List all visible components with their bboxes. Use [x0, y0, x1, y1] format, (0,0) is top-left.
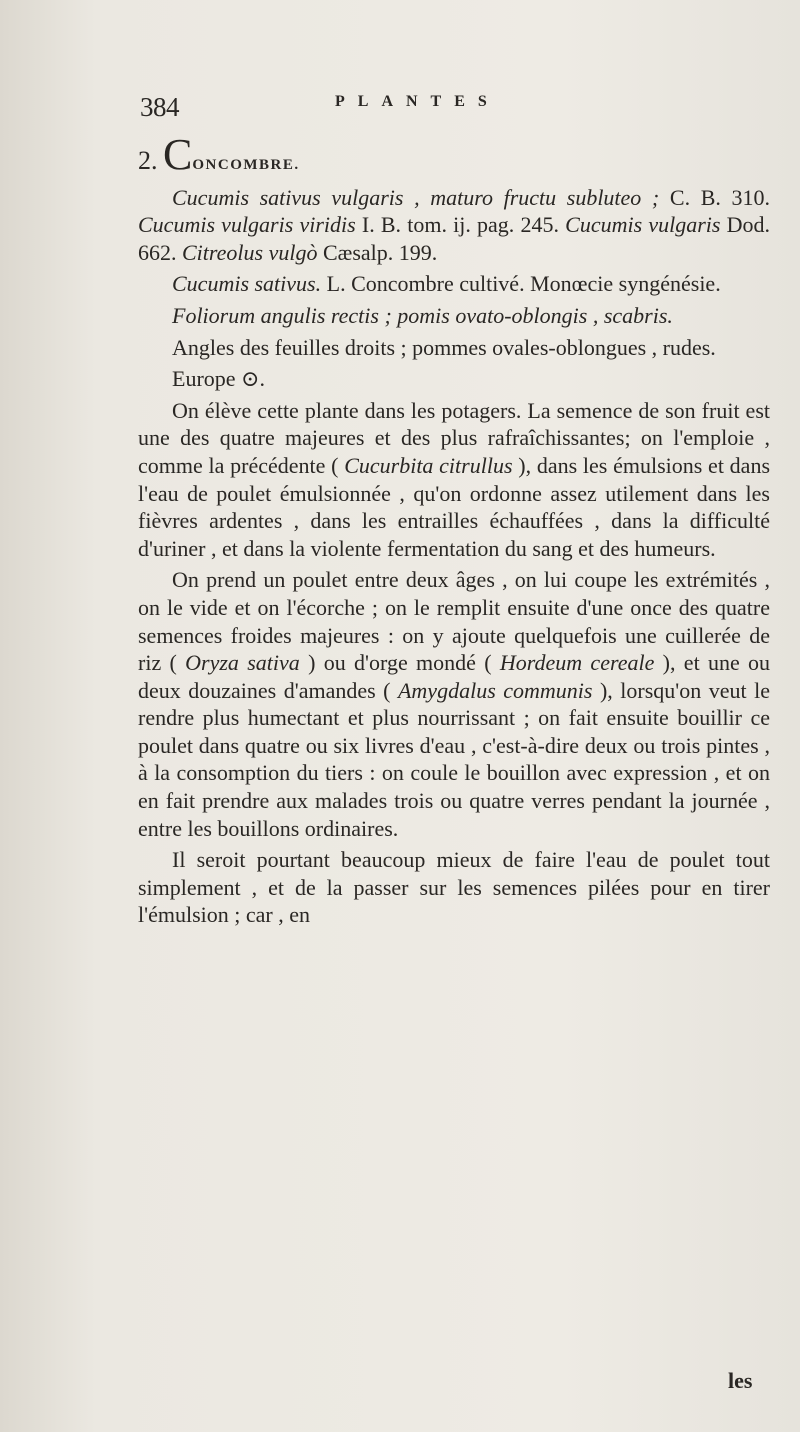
paragraph-3: Il seroit pourtant beaucoup mieux de faire l'eau de poulet tout simplement , et de la passer sur les semences pilées pour en tirer l'émulsion ; car , en [138, 847, 770, 928]
paragraph-2-text-d: ), lorsqu'on veut le rendre plus humectant et plus nourrissant ; on fait ensuite bouillir ce poulet dans quatre ou six livres d'eau , c'est-à-dire deux ou trois pintes , à la consomption du tiers : on coule le bouillon avec expression , et on en fait prendre aux malades trois ou quatre verres pendant la journée , entre les bouillons ordinaires. [138, 677, 771, 841]
page-body [138, 130, 771, 929]
entry-initial: C [163, 130, 193, 179]
paragraph-2-species-1: Oryza sativa [185, 650, 300, 676]
entry-heading [138, 130, 770, 180]
synonymy-paragraph [138, 184, 770, 267]
diagnosis-latin [138, 302, 770, 330]
running-head: PLANTES [335, 93, 500, 110]
linnaeus-name: Cucumis sativus. [172, 271, 322, 297]
page-number: 384 [140, 92, 179, 122]
synonym-1: Cucumis sativus vulgaris , maturo fructu subluteo ; [172, 184, 660, 210]
paragraph-2 [138, 566, 770, 842]
synonym-3: Cucumis vulgaris [565, 212, 721, 238]
paragraph-2-text-a: On prend un poulet entre deux âges , on lui coupe les extrémités , on le vide et on l'écorche ; on le remplit ensuite d'une once des quatre semences froides majeures : on y ajoute quelquefois une cuillerée de riz ( [138, 567, 770, 676]
linnaeus-paragraph [138, 270, 770, 298]
diagnosis-french: Angles des feuilles droits ; pommes ovales-oblongues , rudes. [172, 334, 716, 360]
synonym-2-ref: I. B. tom. ij. pag. 245. [361, 212, 559, 238]
paragraph-1-text-b: ), dans les émulsions et dans l'eau de poulet émulsionnée , qu'on ordonne assez utilement dans les fièvres ardentes , dans les entrailles échauffées , dans la difficulté d'uriner , et dans la violente fermentation du sang et des humeurs. [138, 452, 771, 561]
paragraph-2-species-3: Amygdalus communis [397, 677, 593, 703]
entry-title-rest: ONCOMBRE. [192, 157, 300, 173]
catchword: les [728, 1368, 753, 1393]
paragraph-1-text-a: On élève cette plante dans les potagers. La semence de son fruit est une des quatre majeures et des plus rafraîchissantes; on l'emploie , comme la précédente ( [138, 397, 770, 478]
paragraph-1 [138, 397, 770, 563]
paragraph-1-species: Cucurbita citrullus [344, 452, 513, 478]
habitat: Europe ⊙. [172, 366, 265, 392]
entry-number: 2. [138, 146, 158, 175]
synonym-2: Cucumis vulgaris viridis [138, 212, 356, 238]
synonym-3-ref: Dod. 662. [138, 212, 771, 265]
synonym-4-ref: Cæsalp. 199. [322, 239, 438, 265]
diagnosis-latin-text: Foliorum angulis rectis ; pomis ovato-oblongis , scabris. [172, 302, 673, 328]
synonym-4: Citreolus vulgò [182, 239, 318, 265]
linnaeus-rest: L. Concombre cultivé. Monœcie syngénésie. [326, 271, 721, 297]
paragraph-2-species-2: Hordeum cereale [499, 650, 655, 676]
paragraph-2-text-b: ) ou d'orge mondé ( [308, 650, 492, 676]
paragraph-2-text-c: ), et une ou deux douzaines d'amandes ( [138, 650, 771, 703]
synonym-1-ref: C. B. 310. [669, 184, 770, 210]
